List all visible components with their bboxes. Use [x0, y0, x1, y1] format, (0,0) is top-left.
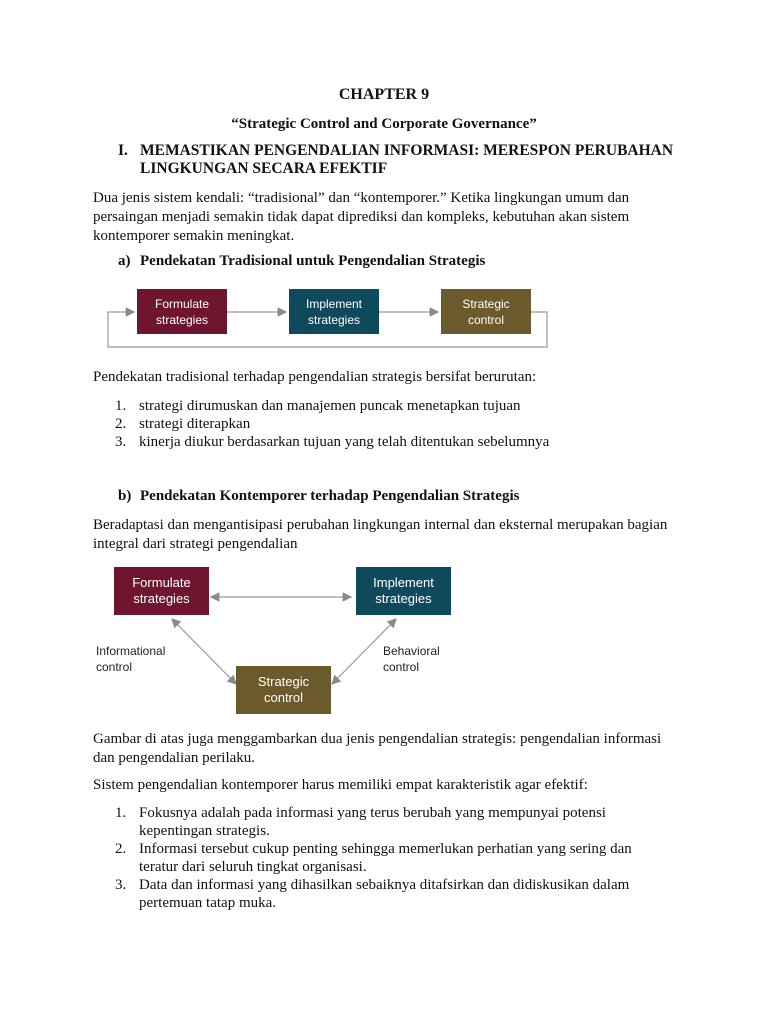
label-line: control [96, 660, 133, 674]
box-label: Formulate [154, 296, 210, 311]
box-label: strategies [307, 312, 361, 327]
list-number: 3. [115, 877, 127, 893]
implement-strategies-box [356, 567, 451, 615]
formulate-strategies-box [114, 567, 209, 615]
list-text: kinerja diukur berdasarkan tujuan yang telah ditentukan sebelumnya [139, 434, 550, 450]
traditional-diagram [100, 284, 560, 354]
label-line: control [383, 660, 420, 674]
chapter-subtitle: “Strategic Control and Corporate Governance” [231, 116, 537, 132]
subheading-a [118, 253, 485, 270]
contemporary-after-2: Sistem pengendalian kontemporer harus memiliki empat karakteristik agar efektif: [93, 777, 588, 793]
section-title: MEMASTIKAN PENGENDALIAN INFORMASI: MERESPON PERUBAHAN LINGKUNGAN SECARA EFEKTIF [140, 142, 674, 177]
traditional-list [93, 397, 663, 451]
list-number: 1. [115, 805, 127, 821]
list-text: strategi diterapkan [139, 416, 251, 432]
box-label: Implement [305, 296, 363, 311]
behavioral-control-label [383, 643, 440, 675]
contemporary-after-1: Gambar di atas juga menggambarkan dua jenis pengendalian strategis: pengendalian informasi dan pengendalian perilaku. [93, 731, 662, 766]
subheading-b-text: Pendekatan Kontemporer terhadap Pengendalian Strategis [140, 488, 520, 504]
subheading-a-text: Pendekatan Tradisional untuk Pengendalian Strategis [140, 253, 486, 269]
strategic-control-box [236, 666, 331, 714]
box-label: Formulate [132, 575, 191, 590]
contemporary-diagram [90, 562, 460, 720]
box-label: control [263, 690, 304, 705]
list-text: Informasi tersebut cukup penting sehingga memerlukan perhatian yang sering dan teratur dari seluruh tingkat organisasi. [139, 841, 632, 875]
label-line: Behavioral [383, 644, 440, 658]
list-number: 3. [115, 434, 127, 450]
traditional-lead: Pendekatan tradisional terhadap pengendalian strategis bersifat berurutan: [93, 369, 537, 385]
list-number: 2. [115, 416, 127, 432]
characteristics-list [93, 804, 663, 912]
list-item [93, 433, 663, 451]
list-number: 2. [115, 841, 127, 857]
box-label: control [467, 312, 504, 327]
label-line: Informational [96, 644, 166, 658]
subheading-a-label: a) [118, 253, 131, 269]
list-item [93, 397, 663, 415]
list-item [93, 415, 663, 433]
box-label: strategies [155, 312, 209, 327]
list-number: 1. [115, 398, 127, 414]
list-text: strategi dirumuskan dan manajemen puncak menetapkan tujuan [139, 398, 521, 414]
section-number: I. [118, 142, 128, 159]
informational-control-label [96, 643, 165, 675]
box-label: Strategic [257, 674, 310, 689]
strategic-control-box [441, 289, 531, 334]
box-label: Strategic [462, 296, 510, 311]
list-item [93, 876, 663, 912]
list-item [93, 840, 663, 876]
implement-strategies-box [289, 289, 379, 334]
box-label: strategies [133, 591, 190, 606]
list-text: Data dan informasi yang dihasilkan sebaiknya ditafsirkan dan didiskusikan dalam pertemuan tatap muka. [139, 877, 630, 911]
list-text: Fokusnya adalah pada informasi yang terus berubah yang mempunyai potensi kepentingan strategis. [139, 805, 606, 839]
contemporary-intro: Beradaptasi dan mengantisipasi perubahan lingkungan internal dan eksternal merupakan bagian integral dari strategi pengendalian [93, 517, 668, 552]
list-item [93, 804, 663, 840]
section-heading [118, 142, 678, 182]
subheading-b-label: b) [118, 488, 132, 504]
chapter-title: CHAPTER 9 [338, 86, 430, 103]
box-label: Implement [373, 575, 434, 590]
subheading-b [118, 488, 519, 505]
section-intro: Dua jenis sistem kendali: “tradisional” dan “kontemporer.” Ketika lingkungan umum dan persaingan menjadi semakin tidak dapat diprediksi dan kompleks, kebutuhan akan sistem kontemporer semakin meningkat. [93, 190, 630, 244]
formulate-strategies-box [137, 289, 227, 334]
box-label: strategies [375, 591, 432, 606]
